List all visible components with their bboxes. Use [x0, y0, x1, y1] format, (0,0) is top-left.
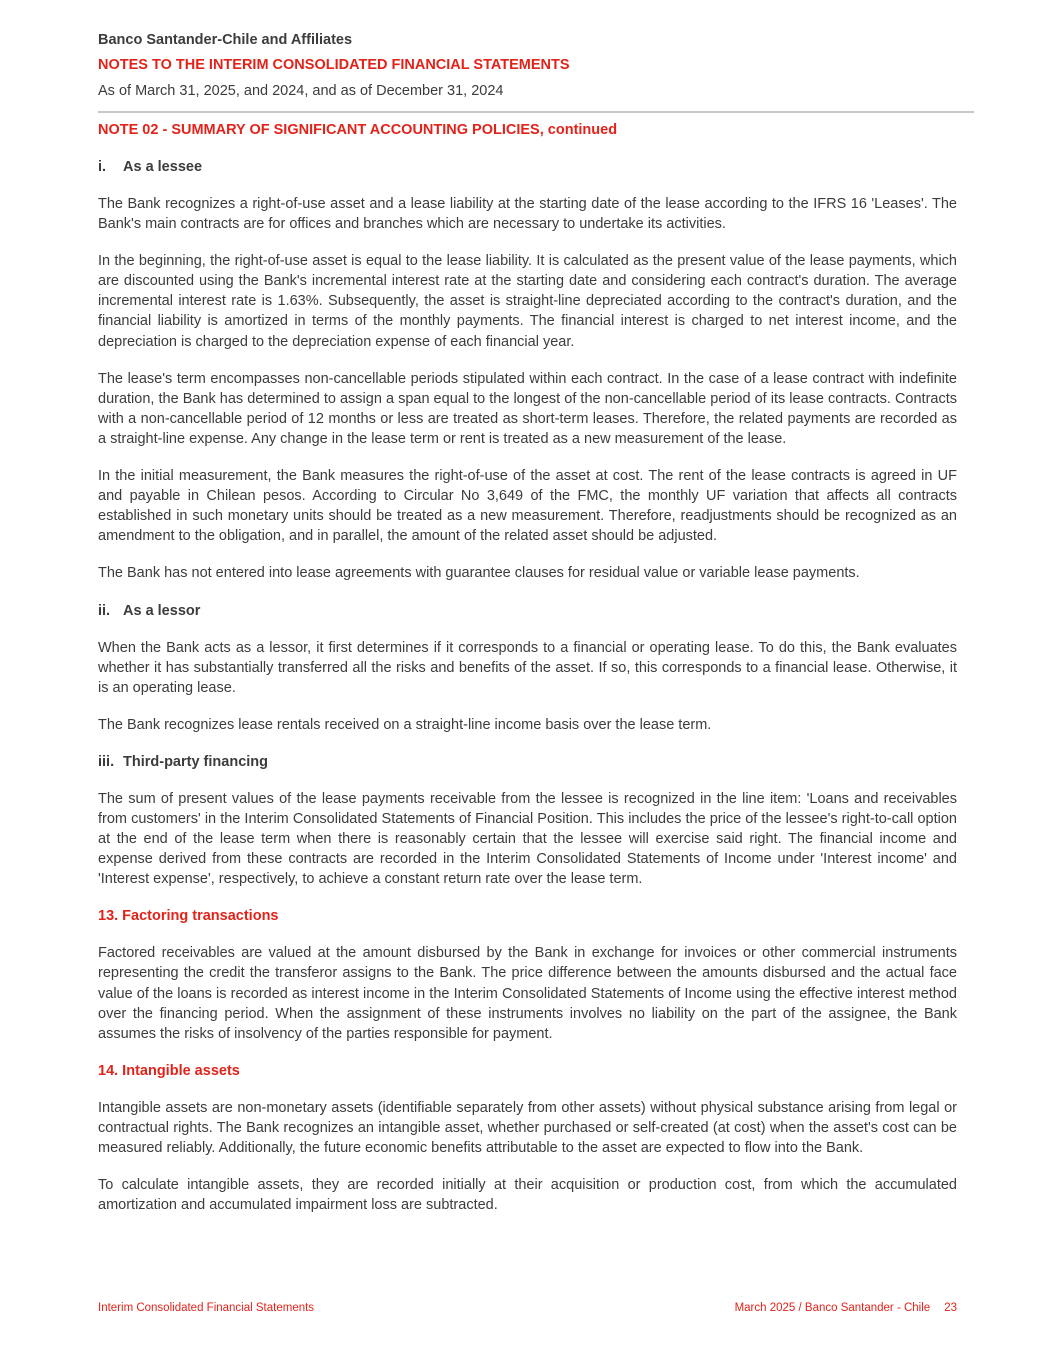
paragraph: Intangible assets are non-monetary assets (identifiable separately from other assets) without physical substance arising from legal or contractual rights. The Bank recognizes an intangible asset, whether purchased or self-created (at cost) when the asset's cost can be measured reliably. Additionally, the future economic benefits attributable to the asset are expected to flow into the Bank. — [98, 1099, 957, 1156]
section-number: iii. — [98, 753, 115, 770]
section-third-party-financing — [98, 752, 957, 889]
section-factoring — [98, 906, 957, 1043]
page-content — [98, 120, 957, 1232]
paragraph: The Bank recognizes a right-of-use asset and a lease liability at the starting date of the lease according to the IFRS 16 'Leases'. The Bank's main contracts are for offices and branches which are necessary to undertake its activities. — [98, 196, 957, 233]
paragraph: Factored receivables are valued at the amount disbursed by the Bank in exchange for invoices or other commercial instruments representing the credit the transferor assigns to the Bank. The price difference between the amounts disbursed and the actual face value of the loans is recorded as interest income in the Interim Consolidated Statements of Income using the effective interest method over the financing period. When the assignment of these instruments involves no liability on the part of the assignee, the Bank assumes the risks of insolvency of the parties responsible for payment. — [98, 945, 957, 1042]
section-title: As a lessor — [123, 602, 201, 619]
paragraph: In the beginning, the right-of-use asset is equal to the lease liability. It is calculated as the present value of the lease payments, which are discounted using the Bank's incremental interest rate at the starting date and considering each contract's duration. The average incremental interest rate is 1.63%. Subsequently, the asset is straight-line depreciated according to the contract's duration, and the financial liability is amortized in terms of the monthly payments. The financial interest is charged to net interest income, and the depreciation is charged to the depreciation expense of each financial year. — [98, 253, 957, 350]
factoring-heading: 13. Factoring transactions — [98, 908, 279, 925]
section-number: ii. — [98, 602, 111, 619]
paragraph: To calculate intangible assets, they are recorded initially at their acquisition or production cost, from which the accumulated amortization and accumulated impairment loss are subtracted. — [98, 1177, 957, 1214]
page-header — [98, 30, 978, 101]
paragraph: The Bank recognizes lease rentals received on a straight-line income basis over the lease term. — [98, 716, 712, 733]
as-of-date: As of March 31, 2025, and 2024, and as of December 31, 2024 — [98, 83, 504, 99]
section-lessee — [98, 157, 957, 584]
page-number: 23 — [944, 1302, 957, 1314]
section-heading — [98, 157, 957, 177]
footer-left: Interim Consolidated Financial Statements — [98, 1302, 315, 1314]
section-intangible-assets — [98, 1061, 957, 1215]
section-heading — [98, 601, 957, 621]
section-title: As a lessee — [123, 159, 203, 175]
paragraph: The sum of present values of the lease payments receivable from the lessee is recognized in the line item: 'Loans and receivables from customers' in the Interim Consolidated Statements of Financial Position. This includes the price of the lessee's right-to-call option at the end of the lease term when there is reasonably certain that the lessee will exercise said right. The financial income and expense derived from these contracts are recorded in the Interim Consolidated Statements of Income under 'Interest income' and 'Interest expense', respectively, to achieve a constant return rate over the lease term. — [98, 790, 957, 888]
footer-report-label: March 2025 / Banco Santander - Chile — [734, 1302, 931, 1314]
footer-right — [735, 1302, 957, 1314]
notes-title: NOTES TO THE INTERIM CONSOLIDATED FINANCIAL STATEMENTS — [98, 57, 570, 73]
header-divider — [98, 111, 974, 113]
paragraph: The Bank has not entered into lease agreements with guarantee clauses for residual value or variable lease payments. — [98, 565, 860, 582]
paragraph: The lease's term encompasses non-cancellable periods stipulated within each contract. In the case of a lease contract with indefinite duration, the Bank has determined to assign a span equal to the longest of the non-cancellable period of its lease contracts. Contracts with a non-cancellable period of 12 months or less are treated as short-term leases. Therefore, the related payments are recorded as a straight-line expense. Any change in the lease term or rent is treated as a new measurement of the lease. — [98, 370, 957, 447]
section-title: Third-party financing — [123, 753, 268, 770]
section-number: i. — [98, 159, 107, 175]
paragraph: In the initial measurement, the Bank measures the right-of-use of the asset at cost. The rent of the lease contracts is agreed in UF and payable in Chilean pesos. According to Circular No 3,649 of the FMC, the monthly UF variation that affects all contracts established in such monetary units should be treated as a new measurement. Therefore, readjustments should be recognized as an amendment to the obligation, and in parallel, the amount of the related asset should be adjusted. — [98, 468, 957, 545]
intangible-heading: 14. Intangible assets — [98, 1062, 240, 1079]
section-lessor — [98, 601, 957, 735]
section-heading — [98, 752, 957, 772]
paragraph: When the Bank acts as a lessor, it first determines if it corresponds to a financial or operating lease. To do this, the Bank evaluates whether it has substantially transferred all the risks and benefits of the asset. If so, this corresponds to a financial lease. Otherwise, it is an operating lease. — [98, 639, 957, 696]
company-name: Banco Santander-Chile and Affiliates — [98, 32, 353, 48]
note-title: NOTE 02 - SUMMARY OF SIGNIFICANT ACCOUNTING POLICIES, continued — [98, 122, 618, 138]
